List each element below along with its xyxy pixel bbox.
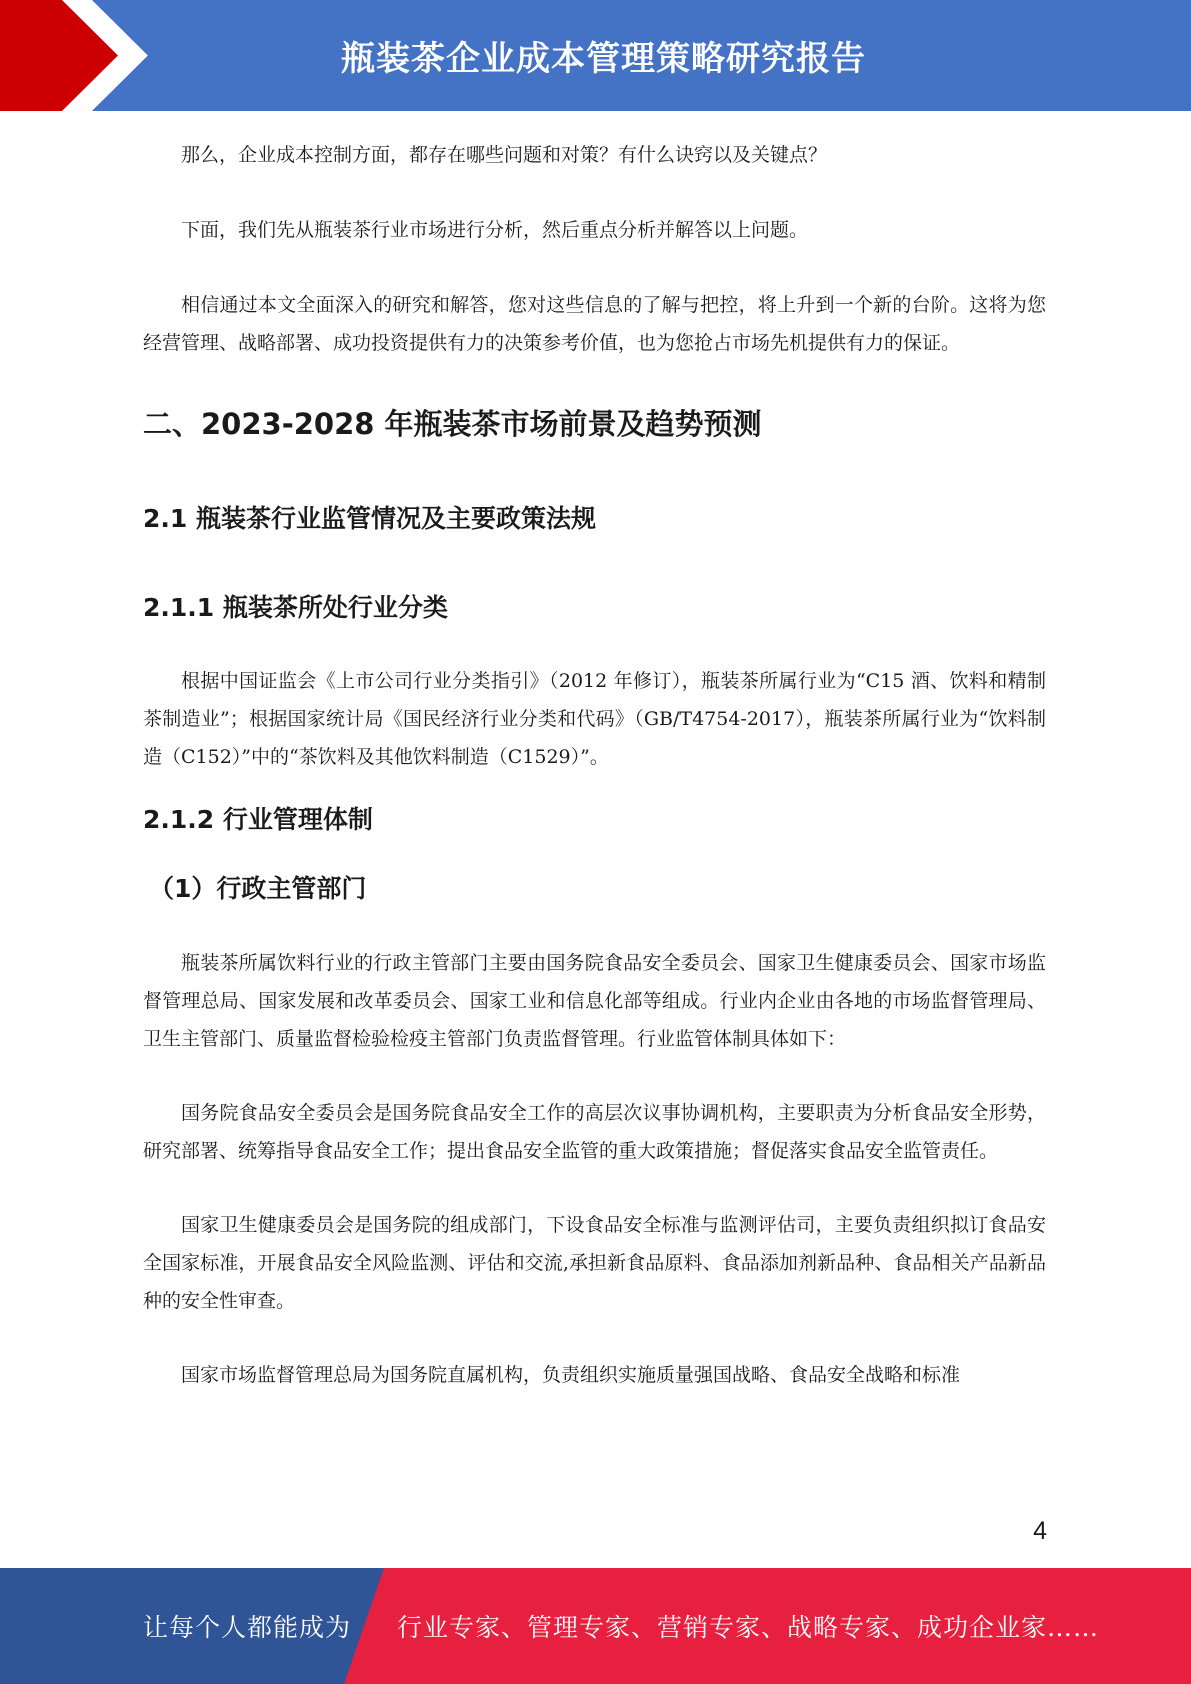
page-number: 4 — [1033, 1517, 1047, 1545]
paragraph-market-regulation: 国家市场监督管理总局为国务院直属机构，负责组织实施质量强国战略、食品安全战略和标准 — [181, 1364, 961, 1386]
report-title: 瓶装茶企业成本管理策略研究报告 — [341, 39, 866, 79]
subsection-heading-2-1: 2.1 瓶装茶行业监管情况及主要政策法规 — [143, 504, 596, 533]
paragraph-intro-analysis: 下面，我们先从瓶装茶行业市场进行分析，然后重点分析并解答以上问题。 — [181, 219, 809, 241]
paragraph-industry-classification: 根据中国证监会《上市公司行业分类指引》（2012 年修订），瓶装茶所属行业为“C15 酒、饮料和精制茶制造业”；根据国家统计局《国民经济行业分类和代码》（GB/T4754-2017），瓶装茶所属行业为“饮料制造（C152）”中的“茶饮料及其他饮料制造（C1529）”。 — [143, 670, 1046, 768]
subsection-heading-2-1-2: 2.1.2 行业管理体制 — [143, 805, 373, 834]
subsection-heading-2-1-1: 2.1.1 瓶装茶所处行业分类 — [143, 593, 448, 622]
subheading-admin-departments: （1）行政主管部门 — [149, 874, 367, 903]
paragraph-admin-departments: 瓶装茶所属饮料行业的行政主管部门主要由国务院食品安全委员会、国家卫生健康委员会、国家市场监督管理总局、国家发展和改革委员会、国家工业和信息化部等组成。行业内企业由各地的市场监督管理局、卫生主管部门、质量监督检验检疫主管部门负责监督管理。行业监管体制具体如下： — [143, 952, 1046, 1050]
paragraph-intro-value: 相信通过本文全面深入的研究和解答，您对这些信息的了解与把控，将上升到一个新的台阶。这将为您经营管理、战略部署、成功投资提供有力的决策参考价值，也为您抢占市场先机提供有力的保证。 — [143, 294, 1046, 354]
document-body — [143, 124, 1046, 1394]
paragraph-intro-question: 那么，企业成本控制方面，都存在哪些问题和对策？有什么诀窍以及关键点？ — [181, 144, 828, 166]
paragraph-food-safety-committee: 国务院食品安全委员会是国务院食品安全工作的高层次议事协调机构，主要职责为分析食品安全形势，研究部署、统筹指导食品安全工作；提出食品安全监管的重大政策措施；督促落实食品安全监管责任。 — [143, 1102, 1046, 1162]
header-banner — [0, 0, 1191, 111]
paragraph-health-commission: 国家卫生健康委员会是国务院的组成部门，下设食品安全标准与监测评估司，主要负责组织拟订食品安全国家标准，开展食品安全风险监测、评估和交流,承担新食品原料、食品添加剂新品种、食品相关产品新品种的安全性审查。 — [143, 1214, 1046, 1312]
footer-slogan-left: 让每个人都能成为 — [143, 1613, 352, 1642]
footer-slogan-right: 行业专家、管理专家、营销专家、战略专家、成功企业家…… — [397, 1613, 1100, 1642]
section-heading-2: 二、2023-2028 年瓶装茶市场前景及趋势预测 — [143, 407, 762, 441]
footer-banner — [0, 1568, 1191, 1684]
